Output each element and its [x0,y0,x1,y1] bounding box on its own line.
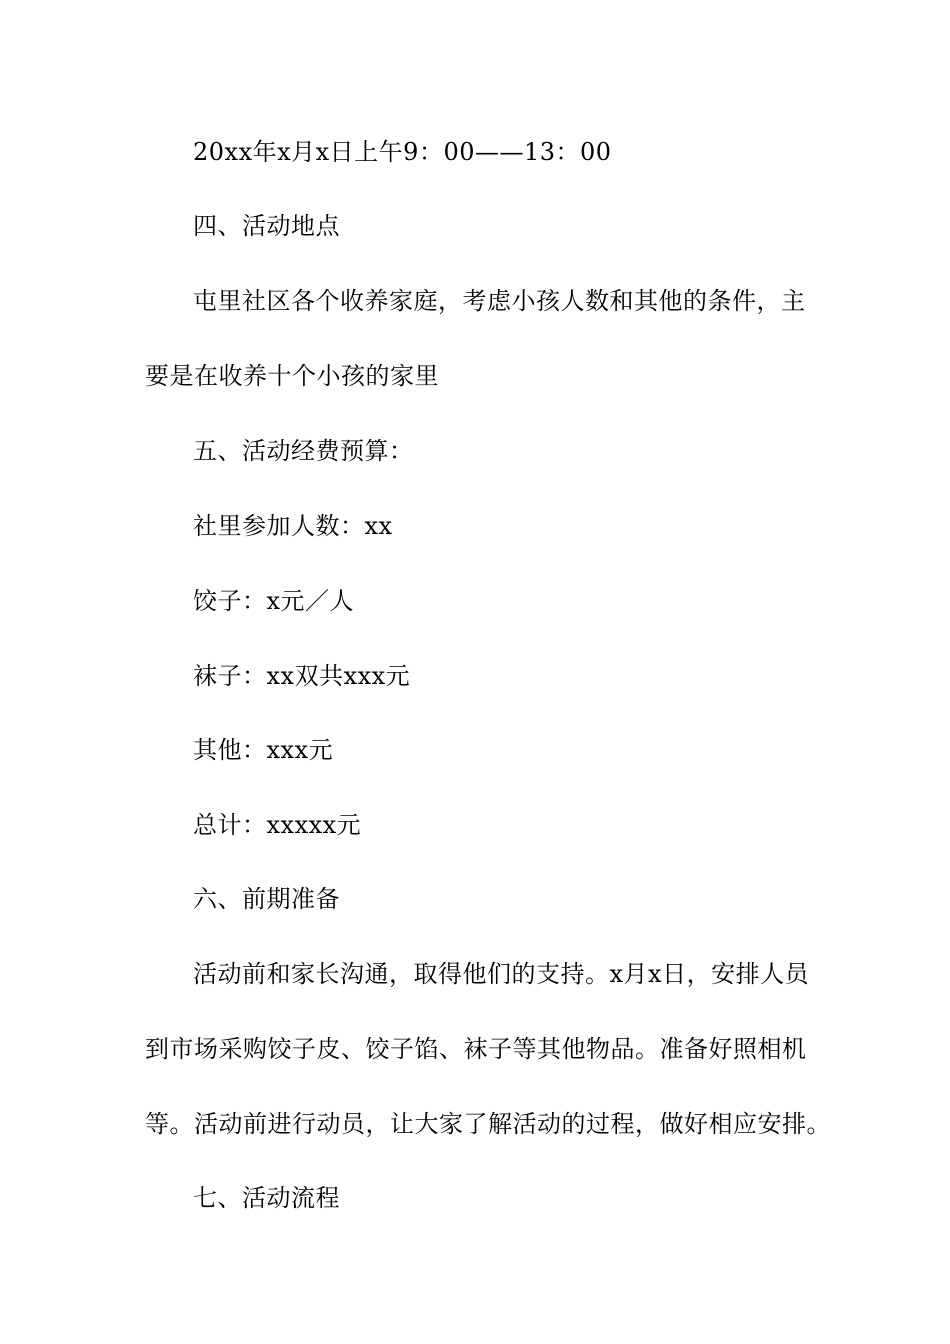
budget-socks: 袜子：xx双共xxx元 [193,662,411,690]
section-heading-budget: 五、活动经费预算： [193,437,414,465]
activity-time-text: 20xx年x月x日上午9：00——13：00 [193,138,612,166]
budget-total: 总计：xxxxx元 [193,811,362,839]
location-paragraph-line-1: 屯里社区各个收养家庭，考虑小孩人数和其他的条件，主 [193,287,806,315]
preparation-paragraph-line-1: 活动前和家长沟通，取得他们的支持。x月x日，安排人员 [193,960,810,988]
preparation-paragraph-line-3: 等。活动前进行动员，让大家了解活动的过程，做好相应安排。 [145,1110,831,1138]
section-heading-preparation: 六、前期准备 [193,885,340,913]
budget-participants: 社里参加人数：xx [193,512,393,540]
section-heading-process: 七、活动流程 [193,1184,340,1212]
budget-dumplings: 饺子：x元／人 [193,587,355,615]
location-paragraph-line-2: 要是在收养十个小孩的家里 [145,362,439,390]
section-heading-location: 四、活动地点 [193,212,340,240]
budget-other: 其他：xxx元 [193,736,334,764]
preparation-paragraph-line-2: 到市场采购饺子皮、饺子馅、袜子等其他物品。准备好照相机 [145,1035,807,1063]
